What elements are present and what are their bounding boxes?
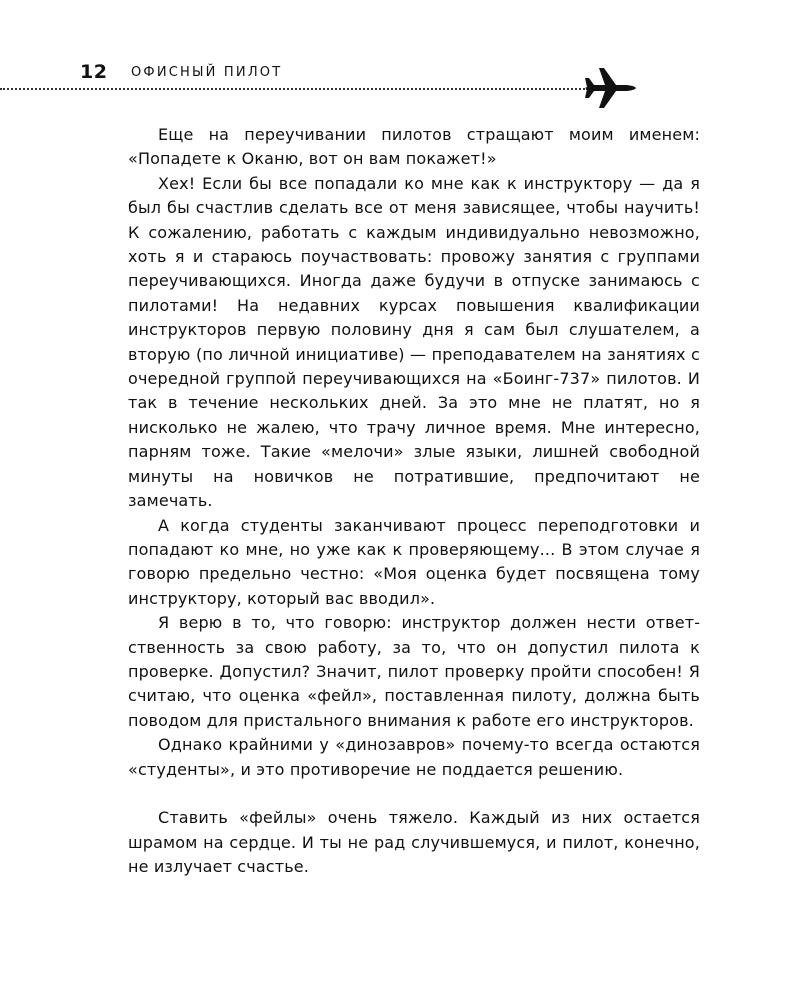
dotted-rule xyxy=(0,88,588,90)
paragraph: А когда студенты заканчивают процесс переподготовки и попадают ко мне, но уже как к проверяющему... В этом случае я говорю предельно честно: «Моя оценка будет посвящена тому инструктору, который вас вводил». xyxy=(128,515,700,608)
paragraph: Ставить «фейлы» очень тяжело. Каждый из них остается шрамом на сердце. И ты не рад случившемуся, и пилот, конечно, не излучает счастье. xyxy=(128,808,700,877)
paragraph: Однако крайними у «динозавров» почему-то всегда остаются «студенты», и это противоречие не поддается решению. xyxy=(128,735,700,779)
paragraph: Хех! Если бы все попадали ко мне как к инструктору — да я был бы счастлив сделать все от меня зависящее, чтобы научить! К сожалению, работать с каждым индивидуально невозможно, хоть я и стараюсь поучаствовать: провожу занятия с группами переучивающихся. Иногда даже будучи в отпуске занимаюсь с пилотами! На недавних курсах повышения квалификации инструкторов первую половину дня я сам был слушателем, а вторую (по личной инициативе) — преподавателем на занятиях с очередной группой переучивающихся на «Боинг-737» пилотов. И так в течение нескольких дней. За это мне не платят, но я нисколько не жалею, что трачу личное время. Мне интересно, парням тоже. Такие «мелочи» злые языки, лишней свободной минуты на новичков не потратившие, предпочитают не замечать. xyxy=(128,173,700,511)
airplane-icon xyxy=(583,66,637,110)
running-title: ОФИСНЫЙ ПИЛОТ xyxy=(131,65,283,80)
paragraph: Я верю в то, что говорю: инструктор должен нести ответственность за свою работу, за то, что он допустил пилота к проверке. Допустил? Значит, пилот проверку пройти способен! Я считаю, что оценка «фейл», поставленная пилоту, должна быть поводом для пристального внимания к работе его инструкторов. xyxy=(128,613,700,730)
paragraph: Еще на переучивании пилотов стращают моим именем: «Попадете к Оканю, вот он вам покажет!» xyxy=(128,125,700,169)
body-text xyxy=(128,123,700,880)
section-break xyxy=(128,782,700,806)
page-number: 12 xyxy=(80,61,108,83)
airplane-icon-graphic xyxy=(583,66,637,110)
